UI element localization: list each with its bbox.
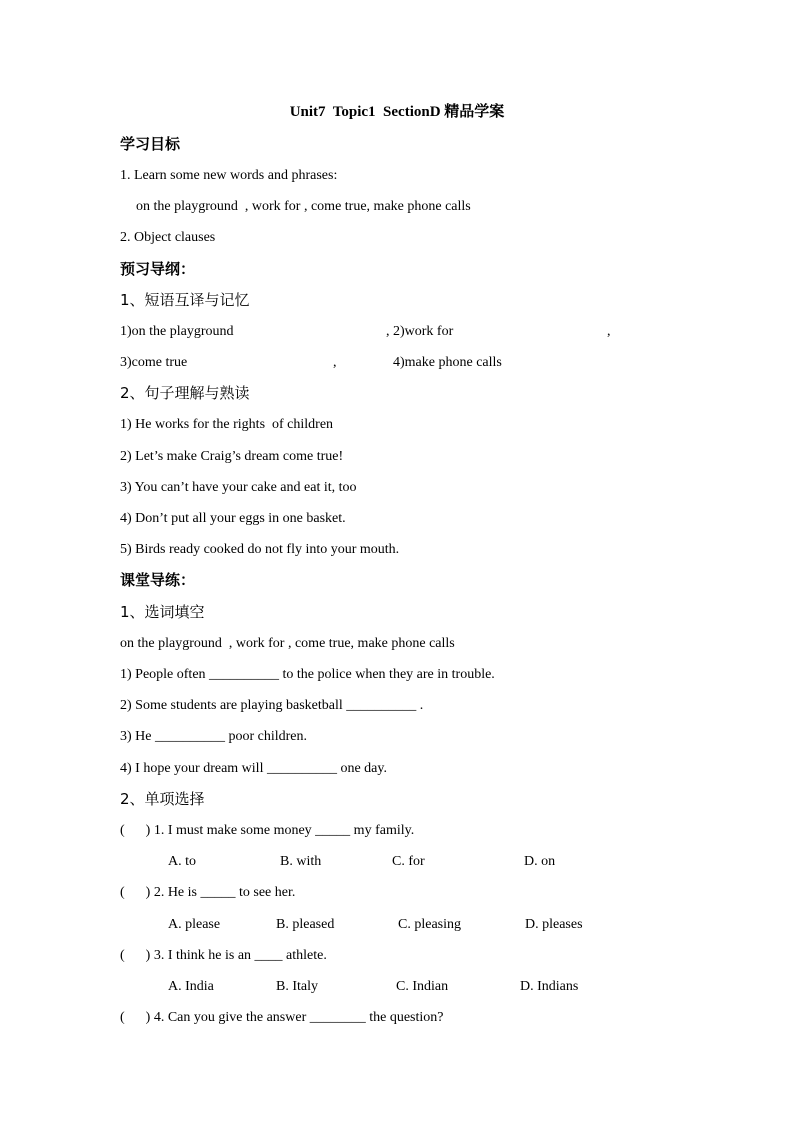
mc-option: A. India xyxy=(168,979,214,994)
mc-option: D. pleases xyxy=(525,917,583,932)
fill-blank-1: 1) People often __________ to the police when they are in trouble. xyxy=(120,667,495,682)
mc-question-3: ( ) 3. I think he is an ____ athlete. xyxy=(120,948,327,963)
mc-question-1: ( ) 1. I must make some money _____ my family. xyxy=(120,823,415,838)
mc-option: C. Indian xyxy=(396,979,449,994)
mc-option: D. Indians xyxy=(520,979,579,994)
sentence-2: 2) Let’s make Craig’s dream come true! xyxy=(120,449,344,464)
mc-option: C. pleasing xyxy=(398,917,461,932)
word-bank: on the playground , work for , come true, make phone calls xyxy=(120,636,455,651)
mc-option: B. pleased xyxy=(276,917,335,932)
fill-blank-3: 3) He __________ poor children. xyxy=(120,729,308,744)
preview-part2-heading: 2、句子理解与熟读 xyxy=(120,384,250,402)
mc-option: A. please xyxy=(168,917,221,932)
phrase-translate-1: 1)on the playground xyxy=(120,324,234,339)
phrase-translate-2: , 2)work for xyxy=(386,324,454,339)
sentence-1: 1) He works for the rights of children xyxy=(120,417,334,432)
mc-question-2: ( ) 2. He is _____ to see her. xyxy=(120,885,296,900)
section-heading-preview: 预习导纲： xyxy=(120,260,196,278)
phrase-row1-end: , xyxy=(607,324,611,339)
phrase-row2-sep: , xyxy=(333,355,337,370)
mc-option: A. to xyxy=(168,854,196,869)
phrase-translate-4: 4)make phone calls xyxy=(393,355,502,370)
goal-item-1: 1. Learn some new words and phrases: xyxy=(120,168,338,183)
sentence-3: 3) You can’t have your cake and eat it, too xyxy=(120,480,357,495)
sentence-4: 4) Don’t put all your eggs in one basket. xyxy=(120,511,346,526)
sentence-5: 5) Birds ready cooked do not fly into your mouth. xyxy=(120,542,400,557)
mc-option: C. for xyxy=(392,854,425,869)
mc-option: B. with xyxy=(280,854,322,869)
goal-item-2: 2. Object clauses xyxy=(120,230,216,245)
page-title: Unit7 Topic1 SectionD 精品学案 xyxy=(289,104,505,120)
goal-item-1-phrases: on the playground , work for , come true, make phone calls xyxy=(136,199,471,214)
preview-part1-heading: 1、短语互译与记忆 xyxy=(120,291,250,309)
mc-option: D. on xyxy=(524,854,556,869)
fill-blank-2: 2) Some students are playing basketball __________ . xyxy=(120,698,424,713)
classwork-part2-heading: 2、单项选择 xyxy=(120,790,205,808)
mc-option: B. Italy xyxy=(276,979,318,994)
fill-blank-4: 4) I hope your dream will __________ one day. xyxy=(120,761,387,776)
classwork-part1-heading: 1、选词填空 xyxy=(120,603,205,621)
phrase-translate-3: 3)come true xyxy=(120,355,188,370)
section-heading-classwork: 课堂导练： xyxy=(120,571,196,589)
mc-question-4: ( ) 4. Can you give the answer ________ the question? xyxy=(120,1010,444,1025)
section-heading-goals: 学习目标 xyxy=(120,135,181,153)
